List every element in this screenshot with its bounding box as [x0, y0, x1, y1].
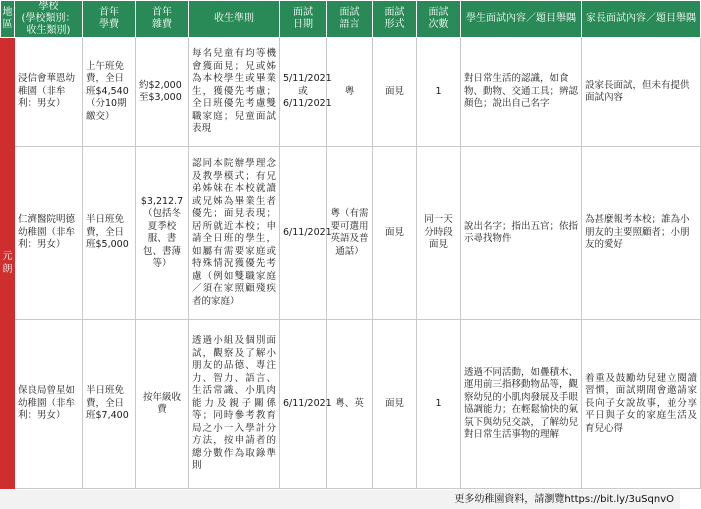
table-row — [1, 38, 701, 147]
misc-fees-value: $3,212.7（包括冬夏季校服、書包、書薄等） — [136, 147, 189, 320]
student-interview-content: 說出名字；指出五官；依指示尋找物件 — [461, 147, 582, 320]
district-label: 元朗 — [2, 251, 13, 275]
interview-language: 粵（有需要可選用英語及普通話） — [327, 147, 373, 320]
header-tuition: 首年 學費 — [83, 1, 136, 38]
footer-more-info — [0, 490, 680, 509]
table-header-row — [1, 1, 701, 38]
tuition-value: 半日班免費，全日班$5,000 — [83, 147, 136, 320]
student-interview-content: 透過不同活動，如疊積木、運用前三指移動物品等，觀察幼兒的小肌肉發展及手眼協調能力；在輕鬆愉快的氣氛下與幼兒交談，了解幼兒對日常生活事物的理解 — [461, 320, 582, 489]
school-name: 保良局曾星如幼稚園（非牟利：男女） — [15, 320, 83, 489]
parent-interview-content: 着重及鼓勵幼兒建立閱讀習慣，面試期間會邀請家長向子女說故事，並分享平日與子女的家庭生活及育兒心得 — [582, 320, 701, 489]
header-misc-fees: 首年 雜費 — [136, 1, 189, 38]
admission-criteria: 認同本院辦學理念及教學模式；有兄弟姊妹在本校就讀或兄姊為畢業生者優先；面見表現；居所就近本校；申請全日班的學生，如屬有需要家庭或特殊情況獲優先考慮（例如雙職家庭／須在家照顧殘疾者的家庭） — [189, 147, 280, 320]
misc-fees-value: 約$2,000至$3,000 — [136, 38, 189, 147]
interview-format: 面見 — [373, 38, 417, 147]
district-cell — [1, 38, 15, 489]
table-row — [1, 147, 701, 320]
interview-language: 粵 — [327, 38, 373, 147]
interview-rounds: 1 — [417, 320, 461, 489]
interview-rounds: 同一天分時段面見 — [417, 147, 461, 320]
header-interview-date: 面試 日期 — [280, 1, 327, 38]
admission-criteria: 每名兒童有均等機會獲面見；兄或姊為本校學生或畢業生，獲優先考慮；全日班優先考慮雙職家庭；兒童面試表現 — [189, 38, 280, 147]
interview-date: 6/11/2021 — [280, 320, 327, 489]
student-interview-content: 對日常生活的認識，如食物、動物、交通工具；辨認顏色；說出自己名字 — [461, 38, 582, 147]
interview-rounds: 1 — [417, 38, 461, 147]
header-admission-criteria: 收生準則 — [189, 1, 280, 38]
tuition-value: 半日班免費，全日班$7,400 — [83, 320, 136, 489]
header-interview-format: 面試 形式 — [373, 1, 417, 38]
parent-interview-content: 設家長面試，但未有提供面試內容 — [582, 38, 701, 147]
misc-fees-value: 按年級收費 — [136, 320, 189, 489]
header-interview-rounds: 面試 次數 — [417, 1, 461, 38]
interview-format: 面見 — [373, 320, 417, 489]
interview-language: 粵、英 — [327, 320, 373, 489]
parent-interview-content: 為甚麼報考本校；誰為小朋友的主要照顧者；小朋友的愛好 — [582, 147, 701, 320]
footer-link-text[interactable]: 更多幼稚園資料，請瀏覽https://bit.ly/3uSqnvO — [454, 494, 674, 505]
header-interview-language: 面試 語言 — [327, 1, 373, 38]
header-school: 學校 (學校類別： 收生類別) — [15, 1, 83, 38]
school-name: 浸信會華恩幼稚園（非牟利：男女） — [15, 38, 83, 147]
interview-date: 6/11/2021 — [280, 147, 327, 320]
header-district-label: 地區 — [2, 7, 13, 30]
header-district — [1, 1, 15, 38]
tuition-value: 上午班免費，全日班$4,540（分10期繳交） — [83, 38, 136, 147]
header-student-content: 學生面試內容／題目舉隅 — [461, 1, 582, 38]
interview-format: 面見 — [373, 147, 417, 320]
header-parent-content: 家長面試內容／題目舉隅 — [582, 1, 701, 38]
school-name: 仁濟醫院明德幼稚園（非牟利：男女） — [15, 147, 83, 320]
interview-date: 5/11/2021或6/11/2021 — [280, 38, 327, 147]
table-row — [1, 320, 701, 489]
admission-criteria: 透過小組及個別面試，觀察及了解小朋友的品德、專注力、智力、語言、生活常識、小肌肉能力及親子關係等；同時參考教育局之小一入學計分方法，按申請者的總分數作為取錄準則 — [189, 320, 280, 489]
